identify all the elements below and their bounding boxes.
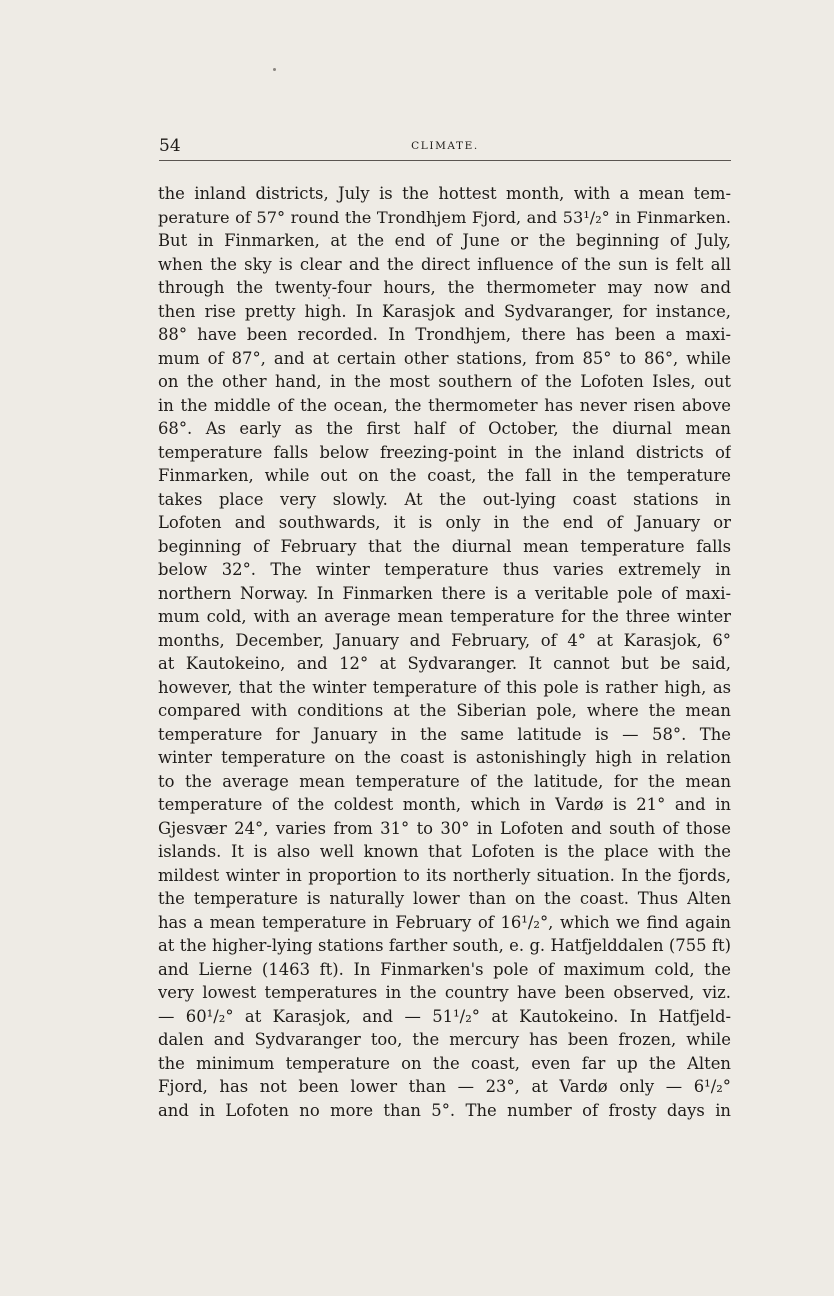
text-line: winter temperature on the coast is astonishingly high in relation	[158, 748, 731, 767]
text-line: temperature falls below freezing-point in the inland districts of	[158, 442, 731, 462]
text-line: to the average mean temperature of the latitude, for the mean	[158, 771, 731, 791]
paper-speck	[328, 297, 330, 299]
text-line: the minimum temperature on the coast, even far up the Alten	[158, 1053, 731, 1073]
text-line: But in Finmarken, at the end of June or the beginning of July,	[158, 231, 731, 250]
text-line: and Lierne (1463 ft). In Finmarken's pole of maximum cold, the	[158, 959, 731, 979]
text-line: temperature of the coldest month, which in Vardø is 21° and in	[158, 795, 731, 814]
text-line: the inland districts, July is the hottest month, with a mean tem-	[158, 184, 731, 203]
text-line: below 32°. The winter temperature thus varies extremely in	[158, 560, 731, 579]
text-line: mildest winter in proportion to its northerly situation. In the fjords,	[158, 865, 731, 885]
running-head: CLIMATE.	[411, 140, 479, 152]
text-line: mum of 87°, and at certain other stations, from 85° to 86°, while	[158, 348, 731, 368]
text-line: however, that the winter temperature of this pole is rather high, as	[158, 677, 731, 697]
text-line: at the higher-lying stations farther south, e. g. Hatfjelddalen (755 ft)	[158, 936, 731, 955]
text-line: 68°. As early as the first half of October, the diurnal mean	[158, 419, 731, 438]
text-line: islands. It is also well known that Lofoten is the place with the	[158, 842, 731, 861]
text-line: very lowest temperatures in the country have been observed, viz.	[158, 983, 731, 1002]
page-header	[159, 135, 731, 161]
text-line: dalen and Sydvaranger too, the mercury has been frozen, while	[158, 1030, 731, 1049]
text-line: the temperature is naturally lower than on the coast. Thus Alten	[158, 889, 731, 908]
text-line: and in Lofoten no more than 5°. The number of frosty days in	[158, 1100, 731, 1120]
text-line: Finmarken, while out on the coast, the fall in the temperature	[158, 466, 731, 485]
text-line: months, December, January and February, of 4° at Karasjok, 6°	[158, 630, 731, 650]
header-rule	[159, 160, 731, 161]
text-line: perature of 57° round the Trondhjem Fjord, and 53¹/₂° in Finmarken.	[158, 207, 731, 227]
text-line: Fjord, has not been lower than — 23°, at Vardø only — 6¹/₂°	[158, 1077, 731, 1096]
text-line: through the twenty-four hours, the thermometer may now and	[158, 278, 731, 297]
text-line: at Kautokeino, and 12° at Sydvaranger. It cannot but be said,	[158, 654, 731, 673]
text-line: when the sky is clear and the direct influence of the sun is felt all	[158, 254, 731, 274]
text-line: temperature for January in the same latitude is — 58°. The	[158, 724, 731, 744]
text-line: has a mean temperature in February of 16¹/₂°, which we find again	[158, 912, 731, 932]
page-number: 54	[159, 136, 181, 156]
paper-speck	[273, 68, 276, 71]
body-text	[158, 182, 731, 1122]
text-line: beginning of February that the diurnal mean temperature falls	[158, 536, 731, 556]
text-line: mum cold, with an average mean temperature for the three winter	[158, 607, 731, 626]
text-line: Lofoten and southwards, it is only in the end of January or	[158, 513, 731, 532]
text-line: on the other hand, in the most southern of the Lofoten Isles, out	[158, 372, 731, 391]
text-line: takes place very slowly. At the out-lying coast stations in	[158, 489, 731, 509]
text-line: 88° have been recorded. In Trondhjem, there has been a maxi-	[158, 325, 731, 344]
text-line: then rise pretty high. In Karasjok and Sydvaranger, for instance,	[158, 301, 731, 321]
text-line: compared with conditions at the Siberian pole, where the mean	[158, 701, 731, 720]
text-line: Gjesvær 24°, varies from 31° to 30° in Lofoten and south of those	[158, 818, 731, 838]
text-line: northern Norway. In Finmarken there is a veritable pole of maxi-	[158, 583, 731, 603]
text-line: in the middle of the ocean, the thermometer has never risen above	[158, 395, 731, 415]
text-line: — 60¹/₂° at Karasjok, and — 51¹/₂° at Kautokeino. In Hatfjeld-	[158, 1006, 731, 1026]
